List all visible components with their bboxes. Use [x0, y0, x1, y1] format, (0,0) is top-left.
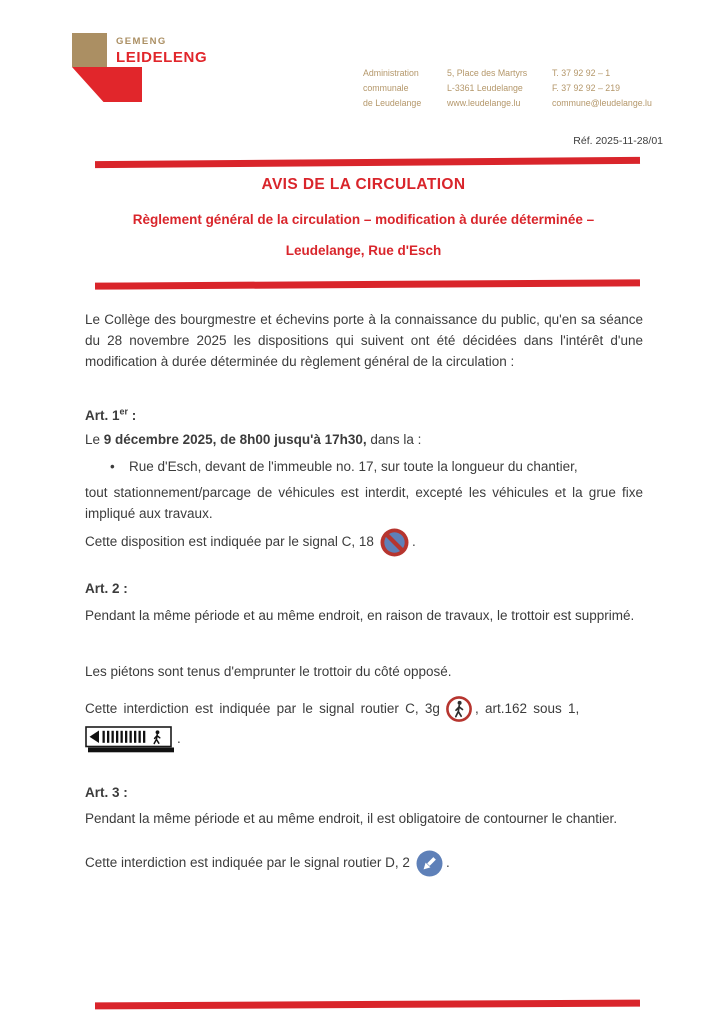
contact-email: commune@leudelange.lu: [552, 98, 652, 108]
reference-number: Réf. 2025-11-28/01: [573, 135, 663, 147]
contact-line: de Leudelange: [363, 98, 422, 108]
red-divider-bottom: [95, 1000, 640, 1010]
article-3-heading: Art. 3 :: [85, 785, 128, 800]
date-line-prefix: Le: [85, 432, 104, 447]
pass-left-sign-d2-icon: [416, 850, 443, 877]
contact-administration: [363, 66, 447, 111]
article-1-signal-line: [85, 526, 643, 558]
page-subtitle-line2: Leudelange, Rue d'Esch: [285, 243, 442, 258]
no-parking-sign-c18-icon: [380, 528, 409, 557]
article-3-signal-line: [85, 846, 643, 880]
contact-line: L-3361 Leudelange: [447, 83, 523, 93]
commune-logo: [116, 36, 207, 66]
logo-gemeng-label: GEMENG: [116, 36, 167, 47]
contact-line: Administration: [363, 68, 419, 78]
logo-flag-icon: [72, 67, 142, 102]
contact-phone-email: [552, 66, 672, 111]
contact-website: www.leudelange.lu: [447, 98, 521, 108]
logo-square: [72, 33, 107, 67]
article-2-paragraph-2: Les piétons sont tenus d'emprunter le trottoir du côté opposé.: [85, 664, 452, 679]
intro-paragraph: Le Collège des bourgmestre et échevins porte à la connaissance du public, qu'en sa séance du 28 novembre 2025 les dispositions qui suivent ont été décidées dans l'intérêt d'une modification à durée déterminée du règlement général de la circulation :: [85, 312, 643, 369]
article-1-colon: :: [128, 407, 137, 423]
article-1-heading: [85, 401, 643, 426]
article-1-paragraph: tout stationnement/parcage de véhicules est interdit, excepté les véhicules et la grue fixe impliqué aux travaux.: [85, 485, 643, 521]
contact-fax: F. 37 92 92 – 219: [552, 83, 620, 93]
article-2-signal-line: [85, 694, 657, 754]
signal-period: .: [445, 855, 450, 870]
article-1-label: Art. 1: [85, 407, 120, 423]
contact-block: [363, 66, 672, 111]
contact-phone: T. 37 92 92 – 1: [552, 68, 611, 78]
signal-text: Cette interdiction est indiquée par le signal routier C, 3g: [85, 701, 440, 716]
contact-line: communale: [363, 83, 409, 93]
no-pedestrians-sign-c3g-icon: [446, 696, 472, 722]
page-subtitle-line1: Règlement général de la circulation – modification à durée déterminée –: [132, 212, 595, 227]
article-2-heading: Art. 2 :: [85, 581, 128, 596]
signal-text: Cette interdiction est indiquée par le signal routier D, 2: [85, 855, 410, 870]
signal-period: .: [411, 534, 416, 549]
logo-leideleng-label: LEIDELENG: [116, 49, 208, 66]
article-1-date-line: [85, 429, 643, 450]
signal-period: .: [177, 731, 181, 746]
contact-address: [447, 66, 552, 111]
page-title: AVIS DE LA CIRCULATION: [261, 176, 466, 193]
article-1-bullet-item: [85, 456, 643, 477]
date-line-bold: 9 décembre 2025, de 8h00 jusqu'à 17h30,: [103, 432, 367, 447]
red-divider-title-bottom: [95, 279, 640, 289]
article-3-paragraph: Pendant la même période et au même endroit, il est obligatoire de contourner le chantier.: [85, 811, 618, 826]
article-2-paragraph-1: Pendant la même période et au même endroit, en raison de travaux, le trottoir est supprimé.: [85, 608, 635, 623]
signal-text-article-ref: , art.162 sous 1,: [474, 701, 580, 716]
date-line-suffix: dans la :: [366, 432, 422, 447]
red-divider-top: [95, 157, 640, 168]
signal-text: Cette disposition est indiquée par le signal C, 18: [85, 534, 374, 549]
article-1-sup: er: [119, 406, 129, 416]
bullet-dot: •: [110, 459, 115, 474]
bullet-text: Rue d'Esch, devant de l'immeuble no. 17, sur toute la longueur du chantier,: [129, 459, 578, 474]
pedestrian-detour-panel-icon: [85, 726, 175, 754]
contact-line: 5, Place des Martyrs: [447, 68, 528, 78]
